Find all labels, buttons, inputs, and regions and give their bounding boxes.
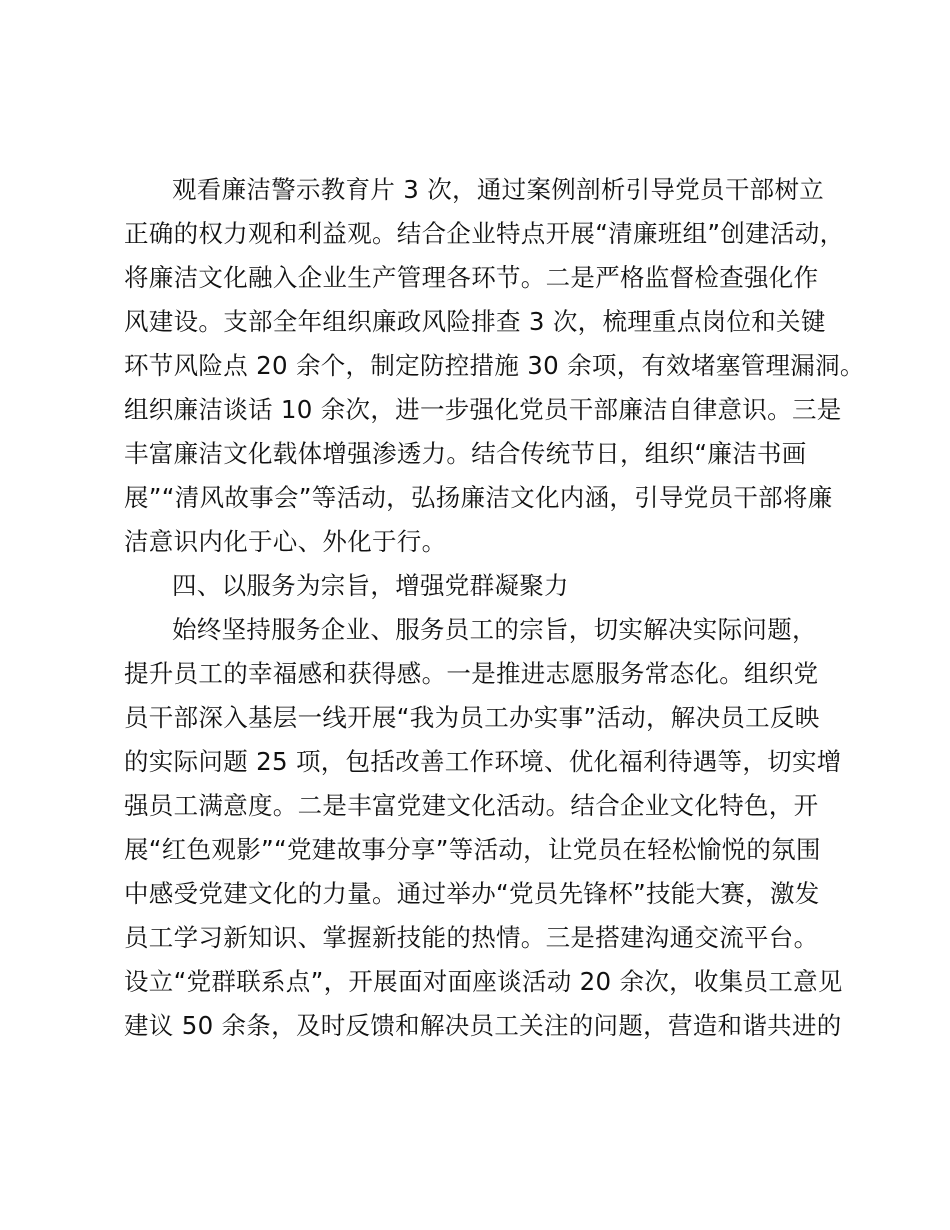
text-line: 强员工满意度。二是丰富党建文化活动。结合企业文化特色，开	[124, 791, 819, 820]
text-line: 中感受党建文化的力量。通过举办“党员先锋杯”技能大赛，激发	[124, 879, 820, 908]
text-line: 始终坚持服务企业、服务员工的宗旨，切实解决实际问题，	[172, 615, 817, 644]
text-line: 观看廉洁警示教育片 3 次，通过案例剖析引导党员干部树立	[172, 175, 825, 204]
section-heading: 四、以服务为宗旨，增强党群凝聚力	[172, 571, 569, 600]
text-line: 将廉洁文化融入企业生产管理各环节。二是严格监督检查强化作	[124, 263, 819, 292]
text-line: 设立“党群联系点”，开展面对面座谈活动 20 余次，收集员工意见	[124, 967, 843, 996]
text-line: 的实际问题 25 项，包括改善工作环境、优化福利待遇等，切实增	[124, 747, 842, 776]
text-line: 风建设。支部全年组织廉政风险排查 3 次，梳理重点岗位和关键	[124, 307, 826, 336]
text-line: 展“红色观影”“党建故事分享”等活动，让党员在轻松愉悦的氛围	[124, 835, 821, 864]
text-line: 建议 50 余条，及时反馈和解决员工关注的问题，营造和谐共进的	[124, 1011, 842, 1040]
text-line: 洁意识内化于心、外化于行。	[124, 527, 447, 556]
text-line: 正确的权力观和利益观。结合企业特点开展“清廉班组”创建活动，	[124, 219, 845, 248]
text-line: 环节风险点 20 余个，制定防控措施 30 余项，有效堵塞管理漏洞。	[124, 351, 865, 380]
text-line: 提升员工的幸福感和获得感。一是推进志愿服务常态化。组织党	[124, 659, 819, 688]
text-line: 员工学习新知识、掌握新技能的热情。三是搭建沟通交流平台。	[124, 923, 819, 952]
text-line: 组织廉洁谈话 10 余次，进一步强化党员干部廉洁自律意识。三是	[124, 395, 842, 424]
text-line: 员干部深入基层一线开展“我为员工办实事”活动，解决员工反映	[124, 703, 820, 732]
text-line: 丰富廉洁文化载体增强渗透力。结合传统节日，组织“廉洁书画	[124, 439, 807, 468]
text-line: 展”“清风故事会”等活动，弘扬廉洁文化内涵，引导党员干部将廉	[124, 483, 833, 512]
